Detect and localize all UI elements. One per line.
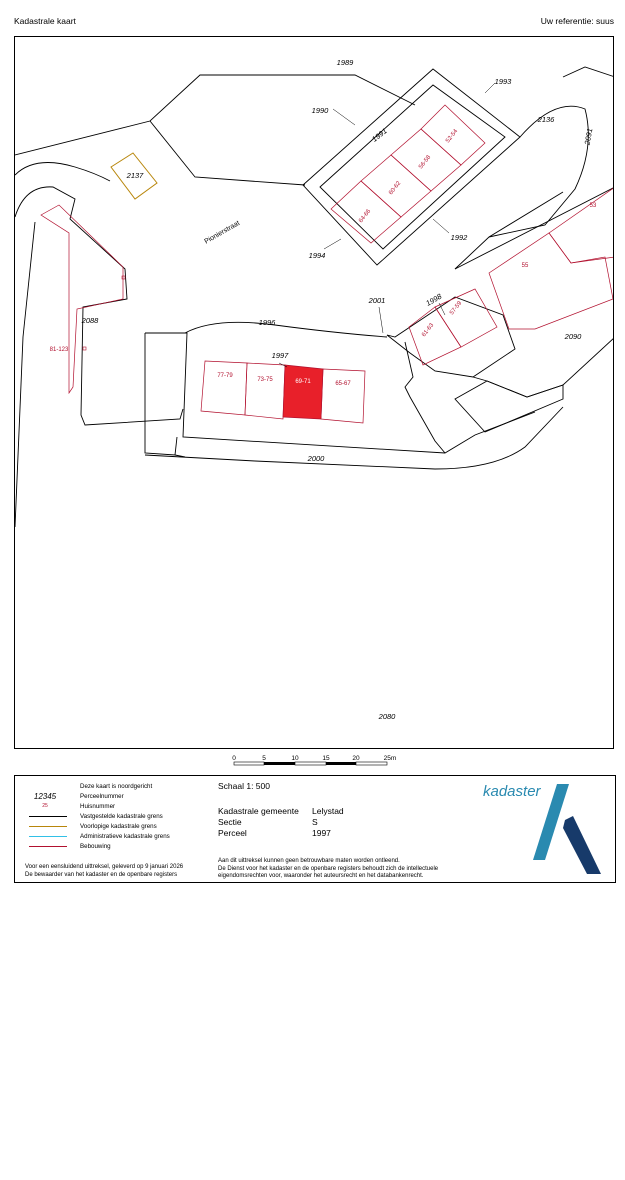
block-1991-inner: [320, 85, 505, 249]
scale-tick-label: 20: [352, 755, 360, 762]
building-65-67: [321, 369, 365, 423]
building-73-75: [245, 363, 285, 419]
parcel-number: 1992: [450, 233, 468, 242]
scale-tick-label: 5: [262, 755, 266, 762]
certificate-note: Voor een eensluidend uittreksel, geleverd op 9 januari 2026 De bewaarder van het kadaster en de openbare registers: [25, 864, 184, 878]
map-title: Kadastrale kaart: [14, 16, 76, 26]
house-number: 61-63: [421, 322, 436, 339]
section-value: S: [312, 817, 318, 827]
parcel-number: 1998: [424, 291, 444, 308]
municipality-label: Kadastrale gemeente: [218, 806, 299, 816]
parcel-number: 2088: [81, 316, 99, 325]
parcel-number: 2000: [307, 454, 325, 463]
logo-navy-shape: [563, 816, 601, 874]
disclaimer: Aan dit uittreksel kunnen geen betrouwbare maten worden ontleend. De Dienst voor het kadaster en de openbare registers behoudt zich de intellectuele eigendomsrechten voor, waaronder het auteursrecht en het databankenrecht.: [218, 858, 439, 879]
building-57-59: [435, 289, 497, 347]
street-name: Pionierstraat: [203, 219, 242, 246]
parcel-number: 1996: [258, 318, 276, 327]
parcel-number: 2137: [126, 171, 144, 180]
selected-parcel-69-71: [283, 365, 323, 419]
boundary-west-edge: [15, 222, 35, 527]
section-label: Sectie: [218, 817, 242, 827]
building-55: [489, 233, 613, 329]
block-1991-outer: [303, 69, 520, 265]
house-number: 65-67: [335, 381, 351, 387]
scale-tick-label: 10: [291, 755, 299, 762]
boundary-road-east: [455, 192, 563, 269]
house-number: 60-62: [388, 180, 403, 197]
block-1997-left: [145, 333, 177, 455]
legend-item-house-number: 25 Huisnummer: [42, 803, 116, 810]
parcel-number: 2080: [378, 712, 396, 721]
boundary-west-inner: [15, 187, 183, 425]
parcel-number: 2136: [537, 115, 555, 124]
boundary-north-2: [150, 121, 305, 185]
legend-item-north: Deze kaart is noordgericht: [80, 783, 153, 790]
scale-label: Schaal 1: 500: [218, 781, 270, 791]
legend-item-fixed-boundary: Vastgestelde kadastrale grens: [23, 812, 213, 822]
parcel-number: 1997: [271, 351, 289, 360]
parcel-number: 2090: [564, 332, 582, 341]
scale-tick-label: 0: [232, 755, 236, 762]
legend-item-admin-boundary: Administratieve kadastrale grens: [23, 832, 213, 842]
boundary-north-1: [15, 75, 415, 155]
house-number: 77-79: [217, 373, 233, 379]
house-number: 73-75: [257, 377, 273, 383]
house-number: 69-71: [295, 379, 311, 385]
house-number: 53: [589, 203, 597, 209]
parcel-number: 1989: [336, 58, 354, 67]
scale-tick-label: 15: [322, 755, 330, 762]
house-number: 81-123: [49, 347, 69, 353]
house-number: 57-59: [449, 300, 464, 317]
boundary-2000-inner: [405, 342, 445, 453]
parcel-number: 1993: [494, 77, 512, 86]
parcel-number: 1990: [311, 106, 329, 115]
building-77-79: [201, 361, 247, 415]
boundary-2136: [563, 67, 614, 77]
boundary-2001-line: [185, 322, 387, 337]
block-2000: [145, 407, 563, 469]
scale-tick-label: 25m: [383, 755, 397, 762]
boundary-2136-curve: [489, 106, 588, 237]
legend-item-buildings: Bebouwing: [23, 842, 213, 852]
parcel-number: 2001: [368, 296, 386, 305]
kadaster-logo: [483, 780, 605, 876]
boundary-2090: [455, 187, 614, 397]
parcel-number: 2091: [582, 127, 595, 146]
house-number: 64-66: [358, 208, 373, 225]
legend-panel: [14, 775, 616, 883]
boundary-west-curve: [15, 163, 110, 182]
parcel-value: 1997: [312, 828, 331, 838]
building-53: [549, 187, 614, 263]
logo-text: kadaster: [483, 783, 541, 800]
parcel-number: 1991: [370, 126, 389, 144]
legend-item-provisional-boundary: Voorlopige kadastrale grens: [23, 822, 213, 832]
house-number: 56-58: [418, 154, 433, 171]
block-1997-outer: [145, 333, 535, 453]
parcel-label: Perceel: [218, 828, 247, 838]
reference-label: Uw referentie: suus: [540, 16, 614, 26]
parcel-number: 1994: [308, 251, 326, 260]
scale-bar: [220, 752, 410, 770]
municipality-value: Lelystad: [312, 806, 344, 816]
cadastral-map[interactable]: [14, 36, 614, 749]
house-number: 52-54: [445, 128, 460, 145]
house-number: 55: [521, 263, 529, 269]
legend-item-parcel-number: 12345 Perceelnummer: [33, 792, 124, 801]
